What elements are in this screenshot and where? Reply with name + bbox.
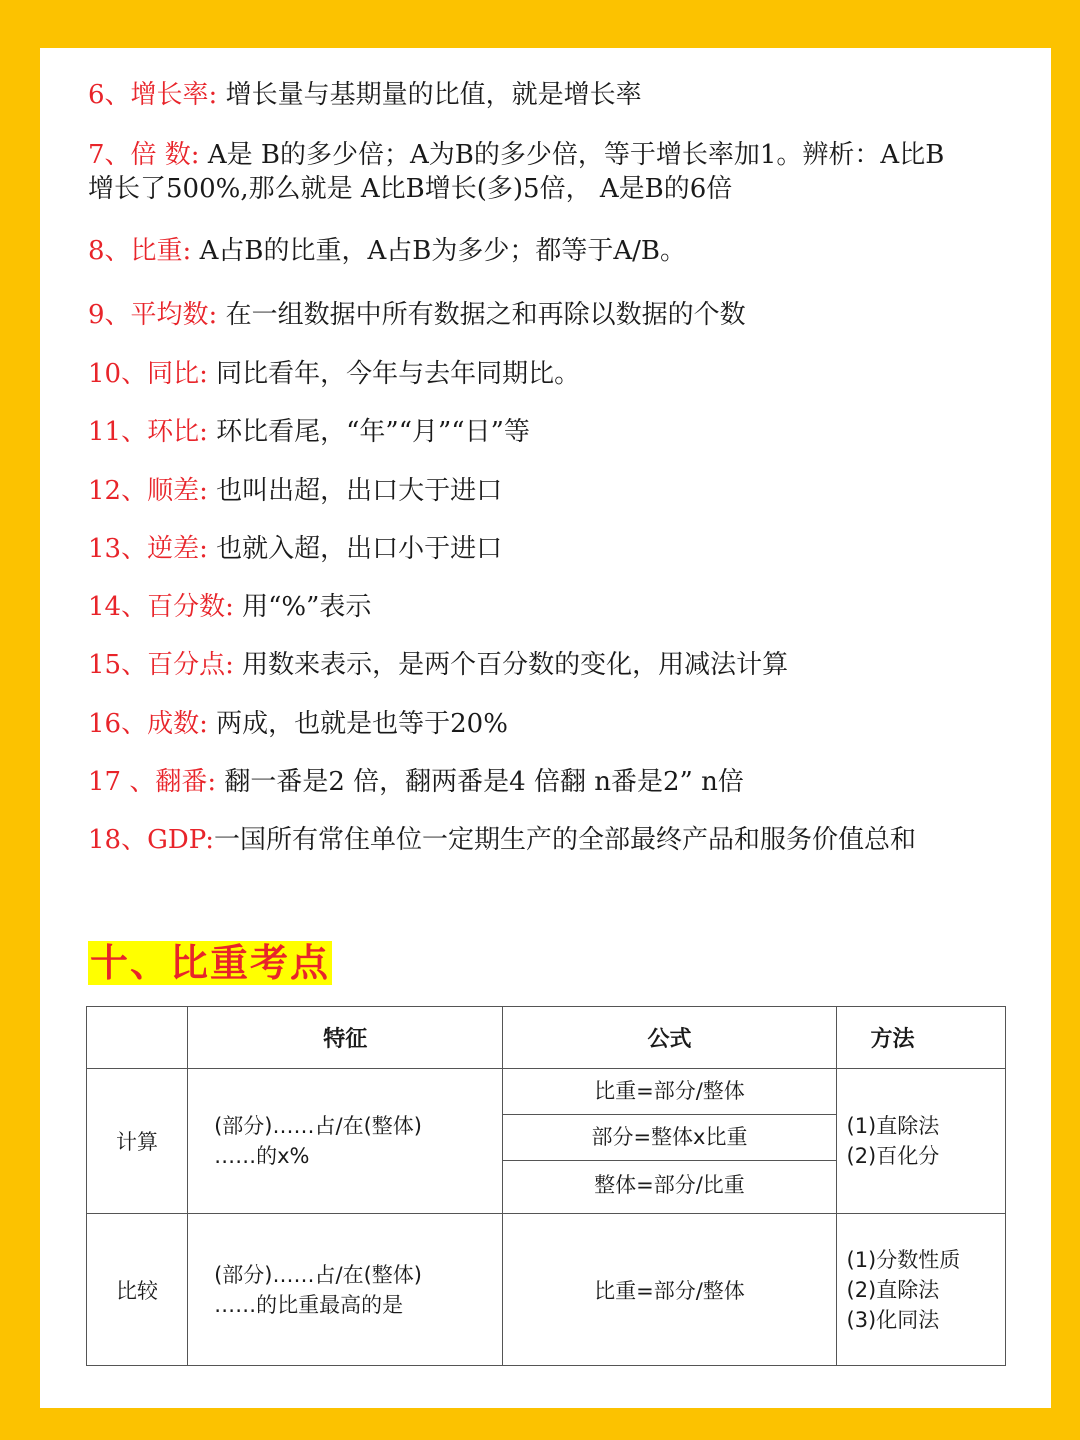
formula-line: 比重=部分/整体 <box>594 1278 745 1303</box>
table-header: 方法 <box>836 1007 1006 1069</box>
term-key: 17 、翻番: <box>88 767 217 797</box>
method-line: (1)直除法 <box>846 1114 940 1138</box>
method-line: (2)直除法 <box>846 1277 940 1302</box>
feature-line: (部分)……占/在(整体) <box>214 1262 422 1287</box>
term-key: 8、比重: <box>88 236 192 266</box>
term-definition: 两成，也就是也等于20% <box>207 709 508 739</box>
term-key: 9、平均数: <box>88 300 218 330</box>
term-definition: 也叫出超，出口大于进口 <box>207 476 503 506</box>
term-definition: A是 B的多少倍；A为B的多少倍，等于增长率加1。辨析：A比B增长了500%,那么就是 A比B增长(多)5倍， A是B的6倍 <box>88 140 945 204</box>
feature-cell <box>188 1069 503 1214</box>
term-definition: 在一组数据中所有数据之和再除以数据的个数 <box>217 300 746 330</box>
term-definition: 增长量与基期量的比值，就是增长率 <box>217 80 642 110</box>
term-item <box>88 138 968 206</box>
formula-line: 比重=部分/整体 <box>503 1069 835 1115</box>
term-definition: 翻一番是2 倍，翻两番是4 倍翻 n番是2” n倍 <box>216 767 744 797</box>
table-header: 公式 <box>503 1007 836 1069</box>
table-row <box>87 1214 1006 1366</box>
term-key: 16、成数: <box>88 709 208 739</box>
term-key: 6、增长率: <box>88 80 218 110</box>
term-key: 12、顺差: <box>88 476 208 506</box>
formula-line: 部分=整体x比重 <box>503 1115 835 1161</box>
term-definition: A占B的比重，A占B为多少；都等于A/B。 <box>191 236 686 266</box>
method-line: (3)化同法 <box>846 1307 940 1332</box>
table-header <box>87 1007 188 1069</box>
term-item <box>88 765 978 799</box>
method-cell <box>836 1069 1006 1214</box>
term-item <box>88 298 978 332</box>
term-definition: 环比看尾，“年”“月”“日”等 <box>207 417 530 447</box>
table-row <box>87 1069 1006 1214</box>
formula-cell <box>503 1069 836 1214</box>
term-key: 11、环比: <box>88 417 208 447</box>
term-definition: 用数来表示，是两个百分数的变化，用减法计算 <box>233 650 789 680</box>
term-item <box>88 234 978 268</box>
table-header-row <box>87 1007 1006 1069</box>
term-key: 14、百分数: <box>88 592 234 622</box>
term-item <box>88 590 978 624</box>
method-line: (1)分数性质 <box>846 1247 961 1272</box>
content-card <box>40 48 1051 1408</box>
formula-line: 整体=部分/比重 <box>594 1173 745 1197</box>
formula-cell <box>503 1214 836 1366</box>
method-line: (2)百化分 <box>846 1144 940 1168</box>
feature-cell <box>188 1214 503 1366</box>
term-item <box>88 415 978 449</box>
table-header: 特征 <box>188 1007 503 1069</box>
term-key: 15、百分点: <box>88 650 234 680</box>
term-key: 10、同比: <box>88 359 208 389</box>
feature-line: ……的x% <box>214 1144 310 1168</box>
term-item <box>88 532 978 566</box>
term-item <box>88 357 978 391</box>
term-definition: 用“%”表示 <box>233 592 372 622</box>
row-label: 计算 <box>87 1069 188 1214</box>
ratio-table <box>86 1006 1006 1366</box>
term-definition: 同比看年，今年与去年同期比。 <box>207 359 581 389</box>
term-item <box>88 707 978 741</box>
term-key: 7、倍 数: <box>88 140 200 170</box>
feature-line: ……的比重最高的是 <box>214 1292 404 1317</box>
term-item <box>88 648 978 682</box>
term-key: 13、逆差: <box>88 534 208 564</box>
term-definition: 一国所有常住单位一定期生产的全部最终产品和服务价值总和 <box>214 825 917 855</box>
term-item <box>88 78 978 112</box>
term-item <box>88 474 978 508</box>
section-title: 十、比重考点 <box>90 940 331 985</box>
method-cell <box>836 1214 1006 1366</box>
feature-line: (部分)……占/在(整体) <box>214 1114 422 1138</box>
row-label: 比较 <box>87 1214 188 1366</box>
term-key: 18、GDP: <box>88 825 215 855</box>
term-item <box>88 823 978 857</box>
term-definition: 也就入超，出口小于进口 <box>207 534 503 564</box>
